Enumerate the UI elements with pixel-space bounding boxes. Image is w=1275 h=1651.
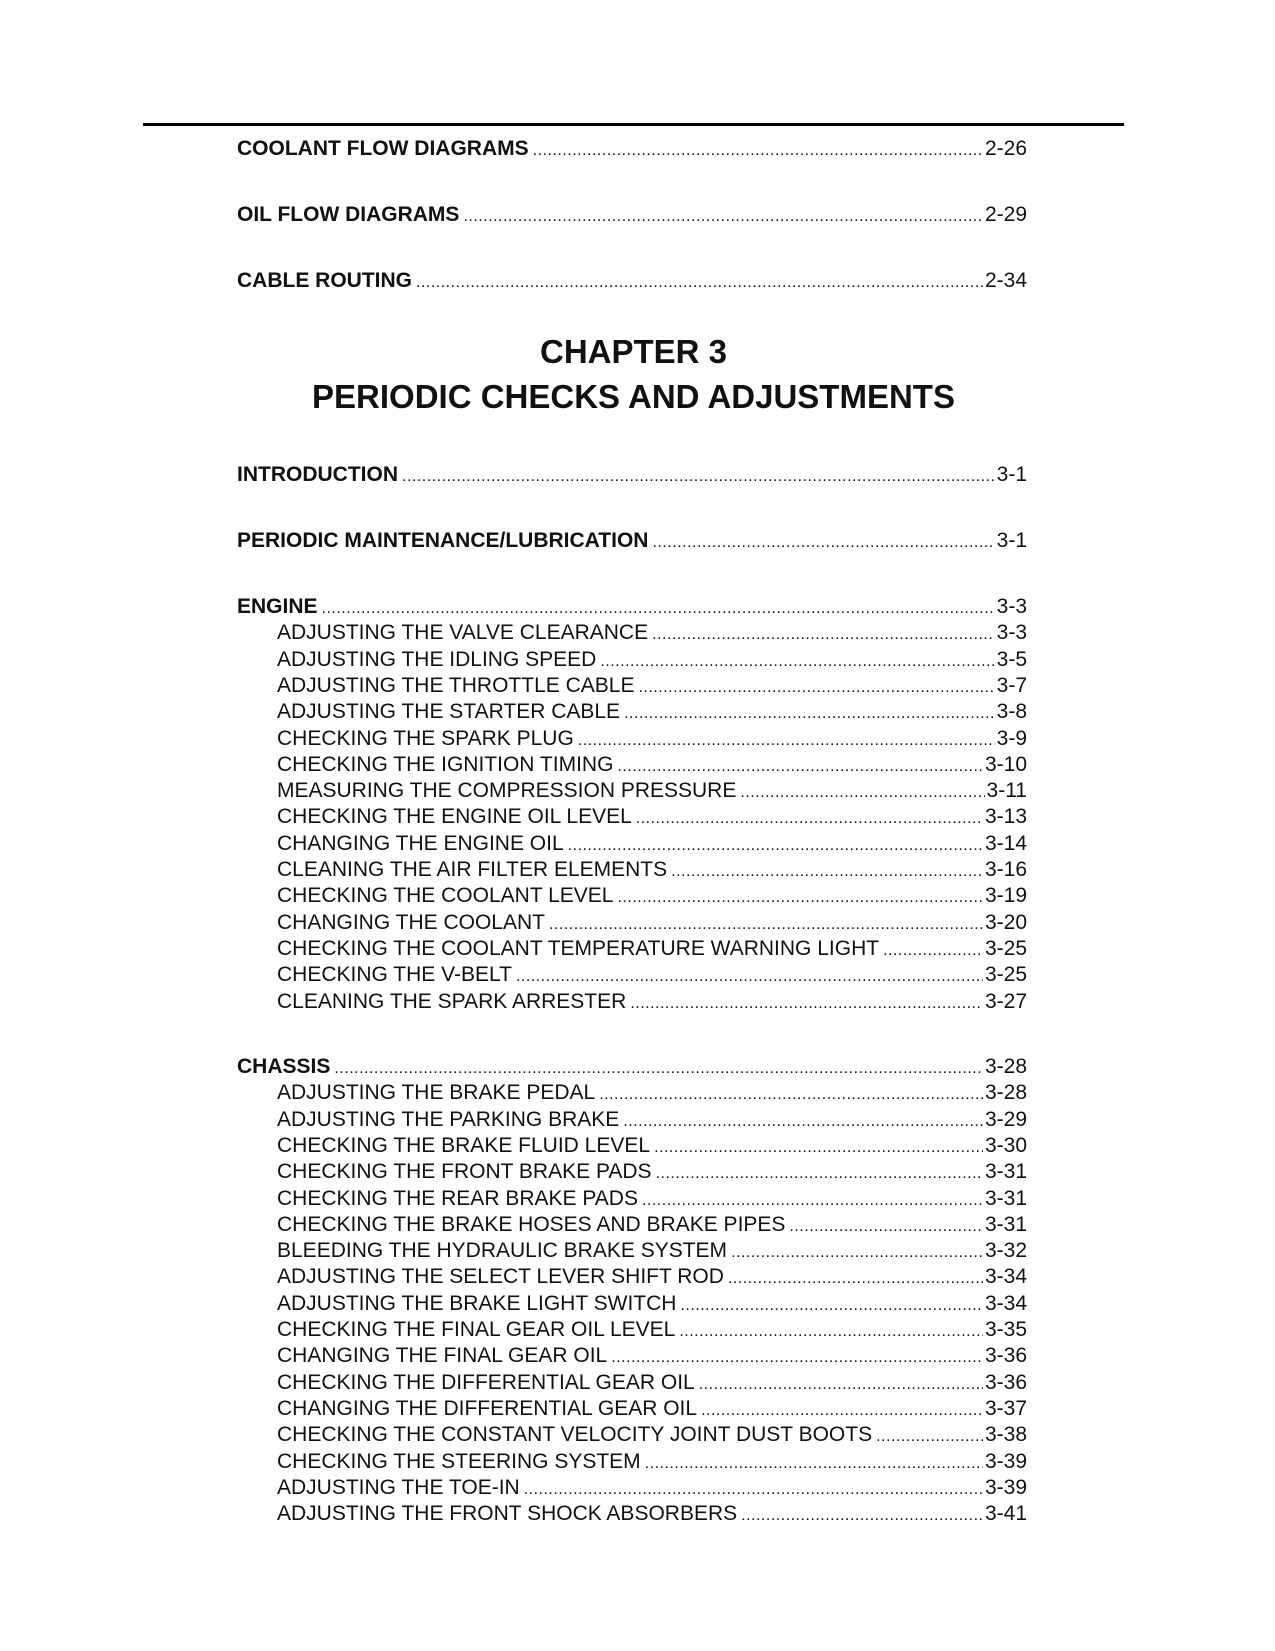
toc-subentry[interactable] [277,857,1027,883]
dot-leader [416,272,983,294]
toc-subentry-page: 3-19 [984,884,1027,907]
toc-subentry[interactable] [277,962,1027,988]
dot-leader [630,993,983,1015]
toc-subentry[interactable] [277,726,1027,752]
toc-subentry-title: CHANGING THE DIFFERENTIAL GEAR OIL [277,1397,698,1420]
toc-subentry[interactable] [277,1317,1027,1343]
toc-subentry-title: ADJUSTING THE IDLING SPEED [277,648,597,671]
dot-leader [600,651,994,673]
dot-leader [876,1426,983,1448]
toc-subentry-title: CHECKING THE STEERING SYSTEM [277,1450,641,1473]
dot-leader [617,887,982,909]
toc-subentry-title: CHECKING THE ENGINE OIL LEVEL [277,805,632,828]
toc-subentry-title: ADJUSTING THE THROTTLE CABLE [277,674,635,697]
dot-leader [334,1058,983,1080]
dot-leader [701,1400,983,1422]
toc-entry[interactable] [237,136,1027,162]
toc-subentry-title: ADJUSTING THE BRAKE LIGHT SWITCH [277,1292,677,1315]
dot-leader [623,1111,983,1133]
toc-subentry-page: 3-31 [984,1160,1027,1183]
toc-subentry-page: 3-31 [984,1187,1027,1210]
dot-leader [533,140,983,162]
toc-subentry-title: ADJUSTING THE VALVE CLEARANCE [277,621,649,644]
toc-subentry-page: 3-11 [986,779,1027,802]
dot-leader [654,1137,983,1159]
toc-subentry-page: 3-16 [984,858,1027,881]
toc-subentry-page: 3-39 [984,1476,1027,1499]
toc-entry-page: 3-3 [996,595,1027,618]
toc-subentry-title: CHECKING THE IGNITION TIMING [277,753,614,776]
toc-entry[interactable] [237,594,1027,620]
dot-leader [656,1163,983,1185]
toc-subentry-page: 3-31 [984,1213,1027,1236]
dot-leader [617,756,983,778]
toc-subentry-page: 3-29 [984,1108,1027,1131]
chapter-title: PERIODIC CHECKS AND ADJUSTMENTS [312,378,955,415]
toc-subentry[interactable] [277,989,1027,1015]
toc-subentry-page: 3-35 [984,1318,1027,1341]
toc-entry[interactable] [237,202,1027,228]
toc-subentry-title: CHANGING THE COOLANT [277,911,545,934]
dot-leader [731,1242,983,1264]
dot-leader [728,1268,983,1290]
toc-subentry[interactable] [277,699,1027,725]
dot-leader [680,1295,983,1317]
dot-leader [624,703,995,725]
toc-subentry-page: 3-34 [984,1292,1027,1315]
toc-subentry-title: CHANGING THE FINAL GEAR OIL [277,1344,608,1367]
toc-subentry-page: 3-5 [996,648,1027,671]
toc-subentry-page: 3-10 [984,753,1027,776]
top-rule [143,123,1124,126]
dot-leader [463,206,983,228]
toc-subentry-title: CHECKING THE REAR BRAKE PADS [277,1187,638,1210]
toc-subentry-page: 3-34 [984,1265,1027,1288]
toc-entry-title: PERIODIC MAINTENANCE/LUBRICATION [237,529,649,552]
toc-subentry-page: 3-37 [984,1397,1027,1420]
toc-entry-title: ENGINE [237,595,318,618]
dot-leader [789,1216,983,1238]
toc-entry-title: COOLANT FLOW DIAGRAMS [237,137,529,160]
toc-subentry-title: CHECKING THE BRAKE HOSES AND BRAKE PIPES [277,1213,786,1236]
toc-entry-page: 2-34 [984,269,1027,292]
toc-subentry-page: 3-39 [984,1450,1027,1473]
dot-leader [568,835,983,857]
toc-subentry-page: 3-30 [984,1134,1027,1157]
toc-subentry[interactable] [277,673,1027,699]
toc-subentry[interactable] [277,936,1027,962]
toc-subentry[interactable] [277,1343,1027,1369]
toc-entry[interactable] [237,268,1027,294]
dot-leader [740,782,984,804]
toc-subentry[interactable] [277,1291,1027,1317]
toc-entry-title: OIL FLOW DIAGRAMS [237,203,460,226]
toc-subentry-title: ADJUSTING THE FRONT SHOCK ABSORBERS [277,1502,738,1525]
toc-entry-title: INTRODUCTION [237,463,398,486]
toc-subentry[interactable] [277,1186,1027,1212]
toc-subentry-title: CLEANING THE SPARK ARRESTER [277,990,627,1013]
toc-subentry-page: 3-7 [996,674,1027,697]
toc-subentry-page: 3-38 [984,1423,1027,1446]
toc-entry-page: 2-29 [984,203,1027,226]
toc-subentry-page: 3-41 [984,1502,1027,1525]
toc-subentry[interactable] [277,1475,1027,1501]
dot-leader [645,1453,983,1475]
toc-subentry[interactable] [277,883,1027,909]
dot-leader [652,624,995,646]
toc-subentry[interactable] [277,1159,1027,1185]
toc-entry-page: 3-1 [996,463,1027,486]
toc-subentry[interactable] [277,804,1027,830]
toc-entry-page: 3-28 [984,1055,1027,1078]
dot-leader [638,677,994,699]
toc-subentry-title: CLEANING THE AIR FILTER ELEMENTS [277,858,668,881]
toc-subentry-title: CHECKING THE CONSTANT VELOCITY JOINT DUST BOOTS [277,1423,873,1446]
toc-subentry-title: CHECKING THE COOLANT TEMPERATURE WARNING LIGHT [277,937,880,960]
toc-subentry-title: CHECKING THE DIFFERENTIAL GEAR OIL [277,1371,695,1394]
toc-entry-page: 3-1 [996,529,1027,552]
toc-subentry[interactable] [277,1396,1027,1422]
toc-entry-page: 2-26 [984,137,1027,160]
dot-leader [699,1374,983,1396]
toc-subentry-title: CHANGING THE ENGINE OIL [277,832,564,855]
toc-subentry-page: 3-27 [984,990,1027,1013]
dot-leader [322,598,995,620]
toc-entry[interactable] [237,1054,1027,1080]
toc-entry-title: CABLE ROUTING [237,269,412,292]
dot-leader [883,940,983,962]
toc-subentry-page: 3-25 [984,963,1027,986]
toc-subentry[interactable] [277,778,1027,804]
toc-subentry[interactable] [277,1422,1027,1448]
toc-subentry-page: 3-9 [996,727,1027,750]
toc-subentry[interactable] [277,1107,1027,1133]
dot-leader [524,1479,983,1501]
toc-subentry-page: 3-20 [984,911,1027,934]
dot-leader [549,914,983,936]
toc-subentry[interactable] [277,1133,1027,1159]
toc-subentry-page: 3-32 [984,1239,1027,1262]
toc-subentry-title: CHECKING THE COOLANT LEVEL [277,884,614,907]
toc-subentry-title: ADJUSTING THE STARTER CABLE [277,700,621,723]
toc-subentry-page: 3-8 [996,700,1027,723]
toc-subentry[interactable] [277,910,1027,936]
toc-subentry-title: CHECKING THE FINAL GEAR OIL LEVEL [277,1318,676,1341]
toc-subentry-title: CHECKING THE FRONT BRAKE PADS [277,1160,652,1183]
toc-subentry-title: CHECKING THE BRAKE FLUID LEVEL [277,1134,651,1157]
toc-entry-title: CHASSIS [237,1055,331,1078]
dot-leader [578,730,995,752]
toc-subentry-page: 3-36 [984,1371,1027,1394]
toc-subentry-page: 3-13 [984,805,1027,828]
dot-leader [516,966,983,988]
toc-subentry[interactable] [277,1370,1027,1396]
toc-subentry[interactable] [277,1264,1027,1290]
dot-leader [636,808,983,830]
toc-entry[interactable] [237,462,1027,488]
toc-subentry-title: MEASURING THE COMPRESSION PRESSURE [277,779,737,802]
toc-subentry-title: ADJUSTING THE TOE-IN [277,1476,520,1499]
dot-leader [611,1347,983,1369]
toc-subentry[interactable] [277,1501,1027,1527]
dot-leader [679,1321,983,1343]
toc-subentry-title: ADJUSTING THE PARKING BRAKE [277,1108,620,1131]
dot-leader [599,1084,983,1106]
toc-subentry-title: CHECKING THE V-BELT [277,963,512,986]
toc-subentry[interactable] [277,620,1027,646]
toc-subentry[interactable] [277,831,1027,857]
dot-leader [642,1190,983,1212]
toc-subentry-page: 3-3 [996,621,1027,644]
toc-entry[interactable] [237,528,1027,554]
toc-subentry-page: 3-14 [984,832,1027,855]
dot-leader [402,466,995,488]
toc-subentry[interactable] [277,1449,1027,1475]
toc-subentry-page: 3-28 [984,1081,1027,1104]
toc-subentry-title: BLEEDING THE HYDRAULIC BRAKE SYSTEM [277,1239,728,1262]
toc-subentry[interactable] [277,1212,1027,1238]
toc-subentry-title: ADJUSTING THE SELECT LEVER SHIFT ROD [277,1265,724,1288]
dot-leader [741,1505,983,1527]
chapter-number: CHAPTER 3 [539,333,728,370]
toc-subentry[interactable] [277,752,1027,778]
toc-subentry[interactable] [277,1238,1027,1264]
toc-subentry[interactable] [277,1080,1027,1106]
dot-leader [671,861,983,883]
toc-subentry[interactable] [277,647,1027,673]
toc-subentry-title: ADJUSTING THE BRAKE PEDAL [277,1081,596,1104]
dot-leader [652,532,994,554]
toc-subentry-page: 3-25 [984,937,1027,960]
toc-subentry-title: CHECKING THE SPARK PLUG [277,727,574,750]
toc-subentry-page: 3-36 [984,1344,1027,1367]
